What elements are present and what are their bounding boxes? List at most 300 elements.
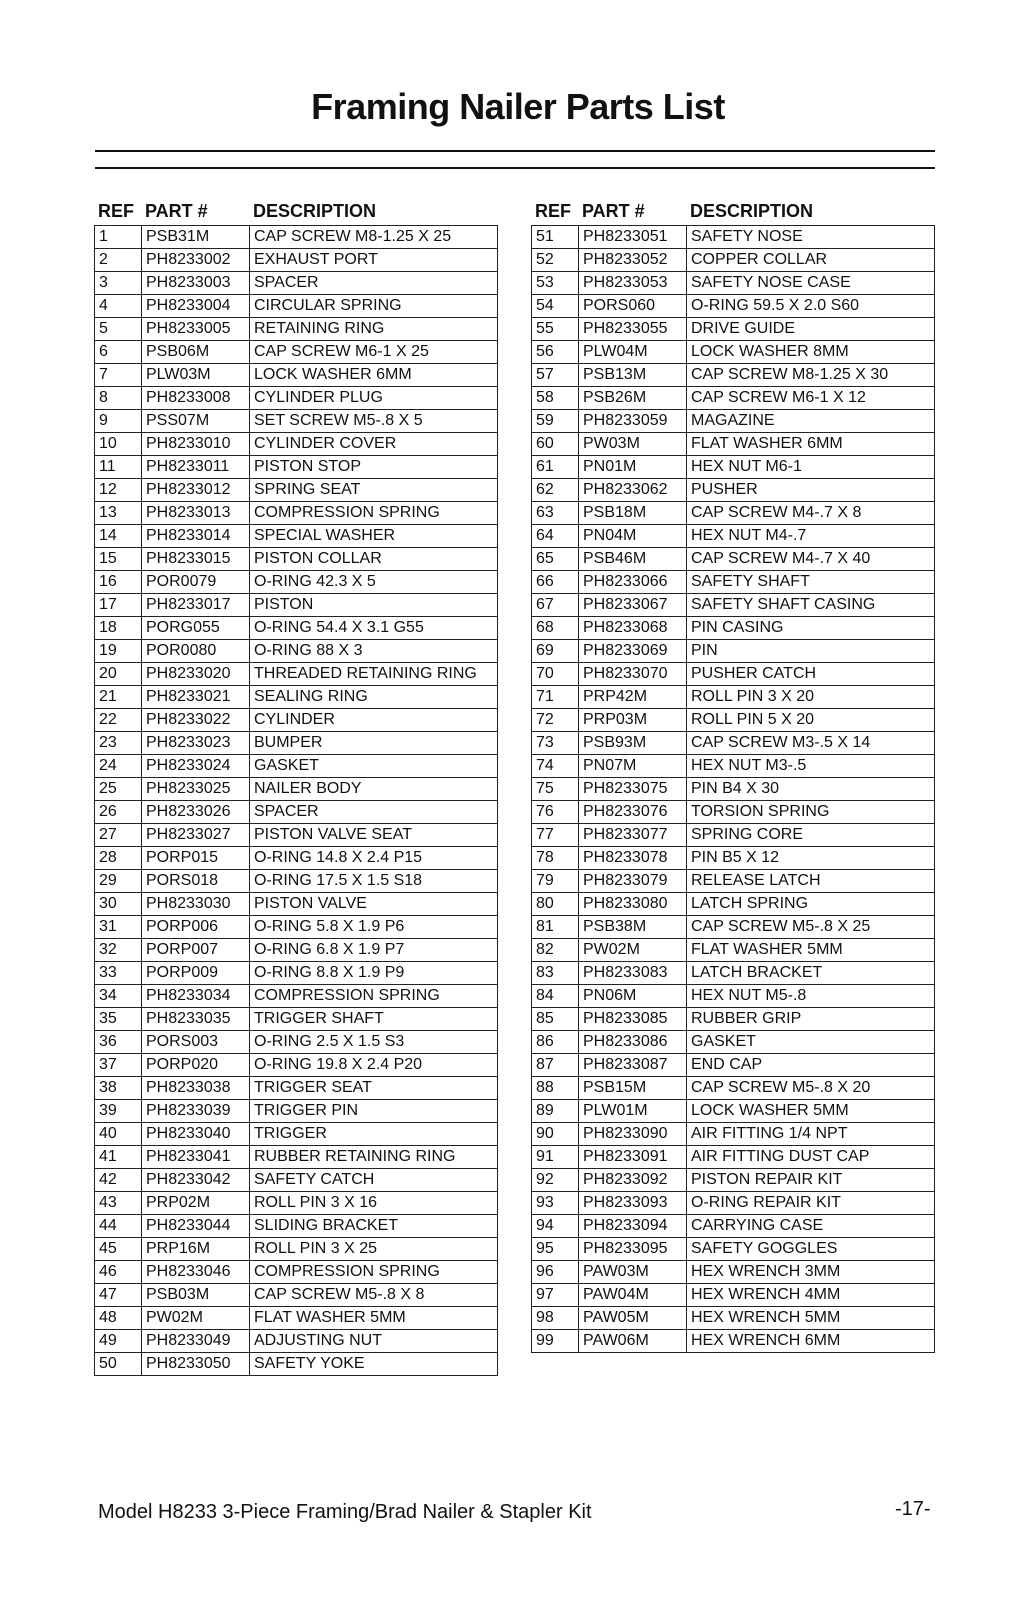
table-row (95, 318, 498, 341)
table-row (532, 364, 935, 387)
parts-column-right (531, 199, 935, 1353)
ref-cell: 99 (532, 1330, 579, 1353)
ref-cell: 11 (95, 456, 142, 479)
part-number-cell: PH8233040 (142, 1123, 250, 1146)
ref-cell: 15 (95, 548, 142, 571)
part-number-cell: PH8233086 (579, 1031, 687, 1054)
ref-cell: 58 (532, 387, 579, 410)
ref-cell: 84 (532, 985, 579, 1008)
ref-cell: 20 (95, 663, 142, 686)
ref-cell: 68 (532, 617, 579, 640)
description-cell: RETAINING RING (250, 318, 498, 341)
table-row (532, 985, 935, 1008)
ref-cell: 35 (95, 1008, 142, 1031)
ref-cell: 93 (532, 1192, 579, 1215)
description-cell: BUMPER (250, 732, 498, 755)
description-cell: PUSHER (687, 479, 935, 502)
ref-cell: 81 (532, 916, 579, 939)
column-header (94, 199, 498, 225)
table-row (95, 1192, 498, 1215)
table-row (532, 801, 935, 824)
description-cell: CAP SCREW M4-.7 X 8 (687, 502, 935, 525)
ref-cell: 6 (95, 341, 142, 364)
ref-cell: 51 (532, 226, 579, 249)
ref-cell: 57 (532, 364, 579, 387)
description-cell: COMPRESSION SPRING (250, 502, 498, 525)
table-row (95, 364, 498, 387)
part-number-cell: PSB06M (142, 341, 250, 364)
table-row (532, 870, 935, 893)
ref-cell: 64 (532, 525, 579, 548)
table-row (532, 387, 935, 410)
ref-cell: 30 (95, 893, 142, 916)
ref-cell: 21 (95, 686, 142, 709)
description-cell: ROLL PIN 5 X 20 (687, 709, 935, 732)
header-part: PART # (145, 201, 208, 221)
description-cell: PIN B5 X 12 (687, 847, 935, 870)
part-number-cell: PSB18M (579, 502, 687, 525)
description-cell: COPPER COLLAR (687, 249, 935, 272)
part-number-cell: PH8233080 (579, 893, 687, 916)
table-row (532, 1261, 935, 1284)
part-number-cell: PH8233014 (142, 525, 250, 548)
column-header (531, 199, 935, 225)
part-number-cell: PH8233083 (579, 962, 687, 985)
table-row (95, 847, 498, 870)
description-cell: HEX NUT M4-.7 (687, 525, 935, 548)
description-cell: SAFETY NOSE CASE (687, 272, 935, 295)
description-cell: HEX WRENCH 5MM (687, 1307, 935, 1330)
parts-table-left (94, 225, 498, 1376)
part-number-cell: PN01M (579, 456, 687, 479)
description-cell: SPECIAL WASHER (250, 525, 498, 548)
description-cell: O-RING 14.8 X 2.4 P15 (250, 847, 498, 870)
description-cell: SAFETY SHAFT (687, 571, 935, 594)
ref-cell: 90 (532, 1123, 579, 1146)
ref-cell: 83 (532, 962, 579, 985)
table-row (532, 1284, 935, 1307)
table-row (95, 801, 498, 824)
table-row (95, 709, 498, 732)
table-row (95, 1123, 498, 1146)
ref-cell: 18 (95, 617, 142, 640)
ref-cell: 92 (532, 1169, 579, 1192)
table-row (532, 686, 935, 709)
ref-cell: 41 (95, 1146, 142, 1169)
ref-cell: 49 (95, 1330, 142, 1353)
part-number-cell: PH8233055 (579, 318, 687, 341)
part-number-cell: PH8233051 (579, 226, 687, 249)
header-ref: REF (98, 201, 134, 221)
part-number-cell: PH8233078 (579, 847, 687, 870)
ref-cell: 53 (532, 272, 579, 295)
part-number-cell: PH8233053 (579, 272, 687, 295)
ref-cell: 3 (95, 272, 142, 295)
description-cell: THREADED RETAINING RING (250, 663, 498, 686)
table-row (95, 1169, 498, 1192)
table-row (532, 1169, 935, 1192)
ref-cell: 66 (532, 571, 579, 594)
description-cell: FLAT WASHER 5MM (687, 939, 935, 962)
part-number-cell: PH8233027 (142, 824, 250, 847)
description-cell: O-RING 59.5 X 2.0 S60 (687, 295, 935, 318)
ref-cell: 98 (532, 1307, 579, 1330)
description-cell: SPRING SEAT (250, 479, 498, 502)
description-cell: RUBBER GRIP (687, 1008, 935, 1031)
table-row (95, 893, 498, 916)
ref-cell: 85 (532, 1008, 579, 1031)
description-cell: HEX NUT M6-1 (687, 456, 935, 479)
ref-cell: 56 (532, 341, 579, 364)
ref-cell: 86 (532, 1031, 579, 1054)
part-number-cell: PORG055 (142, 617, 250, 640)
description-cell: SAFETY GOGGLES (687, 1238, 935, 1261)
table-row (95, 594, 498, 617)
table-row (532, 847, 935, 870)
ref-cell: 43 (95, 1192, 142, 1215)
description-cell: SAFETY NOSE (687, 226, 935, 249)
table-row (532, 1100, 935, 1123)
table-row (95, 295, 498, 318)
part-number-cell: PSB46M (579, 548, 687, 571)
ref-cell: 91 (532, 1146, 579, 1169)
ref-cell: 75 (532, 778, 579, 801)
part-number-cell: PH8233049 (142, 1330, 250, 1353)
description-cell: GASKET (250, 755, 498, 778)
table-row (95, 962, 498, 985)
table-row (95, 433, 498, 456)
description-cell: PIN B4 X 30 (687, 778, 935, 801)
part-number-cell: PN06M (579, 985, 687, 1008)
part-number-cell: PH8233059 (579, 410, 687, 433)
ref-cell: 14 (95, 525, 142, 548)
part-number-cell: PH8233023 (142, 732, 250, 755)
description-cell: CAP SCREW M8-1.25 X 25 (250, 226, 498, 249)
part-number-cell: PH8233091 (579, 1146, 687, 1169)
description-cell: ROLL PIN 3 X 20 (687, 686, 935, 709)
ref-cell: 33 (95, 962, 142, 985)
table-row (95, 686, 498, 709)
part-number-cell: PLW01M (579, 1100, 687, 1123)
part-number-cell: PH8233068 (579, 617, 687, 640)
table-row (532, 1054, 935, 1077)
part-number-cell: PH8233092 (579, 1169, 687, 1192)
ref-cell: 65 (532, 548, 579, 571)
description-cell: TRIGGER (250, 1123, 498, 1146)
part-number-cell: PAW06M (579, 1330, 687, 1353)
part-number-cell: PH8233085 (579, 1008, 687, 1031)
table-row (532, 893, 935, 916)
table-row (532, 502, 935, 525)
description-cell: O-RING 88 X 3 (250, 640, 498, 663)
description-cell: SET SCREW M5-.8 X 5 (250, 410, 498, 433)
part-number-cell: PH8233022 (142, 709, 250, 732)
description-cell: O-RING 6.8 X 1.9 P7 (250, 939, 498, 962)
ref-cell: 82 (532, 939, 579, 962)
table-row (532, 1238, 935, 1261)
part-number-cell: PH8233010 (142, 433, 250, 456)
part-number-cell: PSB38M (579, 916, 687, 939)
description-cell: PISTON REPAIR KIT (687, 1169, 935, 1192)
part-number-cell: PH8233052 (579, 249, 687, 272)
part-number-cell: PH8233003 (142, 272, 250, 295)
ref-cell: 10 (95, 433, 142, 456)
description-cell: MAGAZINE (687, 410, 935, 433)
ref-cell: 28 (95, 847, 142, 870)
page-number: -17- (895, 1498, 931, 1520)
table-row (532, 939, 935, 962)
part-number-cell: PH8233011 (142, 456, 250, 479)
part-number-cell: PH8233090 (579, 1123, 687, 1146)
description-cell: LATCH SPRING (687, 893, 935, 916)
part-number-cell: PH8233012 (142, 479, 250, 502)
ref-cell: 42 (95, 1169, 142, 1192)
table-row (95, 1330, 498, 1353)
part-number-cell: PSB03M (142, 1284, 250, 1307)
part-number-cell: PN07M (579, 755, 687, 778)
description-cell: PISTON VALVE SEAT (250, 824, 498, 847)
description-cell: HEX WRENCH 4MM (687, 1284, 935, 1307)
table-row (532, 962, 935, 985)
table-row (532, 1077, 935, 1100)
description-cell: RUBBER RETAINING RING (250, 1146, 498, 1169)
ref-cell: 45 (95, 1238, 142, 1261)
table-row (95, 1054, 498, 1077)
part-number-cell: PH8233041 (142, 1146, 250, 1169)
description-cell: LOCK WASHER 6MM (250, 364, 498, 387)
part-number-cell: PH8233077 (579, 824, 687, 847)
table-row (95, 939, 498, 962)
part-number-cell: PH8233017 (142, 594, 250, 617)
part-number-cell: PH8233002 (142, 249, 250, 272)
ref-cell: 62 (532, 479, 579, 502)
description-cell: CYLINDER PLUG (250, 387, 498, 410)
ref-cell: 61 (532, 456, 579, 479)
table-row (95, 1353, 498, 1376)
table-row (95, 824, 498, 847)
description-cell: LOCK WASHER 8MM (687, 341, 935, 364)
part-number-cell: PORP020 (142, 1054, 250, 1077)
part-number-cell: PORS018 (142, 870, 250, 893)
part-number-cell: PSB26M (579, 387, 687, 410)
description-cell: SPACER (250, 272, 498, 295)
description-cell: NAILER BODY (250, 778, 498, 801)
description-cell: CAP SCREW M5-.8 X 20 (687, 1077, 935, 1100)
description-cell: PUSHER CATCH (687, 663, 935, 686)
table-row (95, 732, 498, 755)
ref-cell: 1 (95, 226, 142, 249)
description-cell: PISTON (250, 594, 498, 617)
ref-cell: 37 (95, 1054, 142, 1077)
parts-column-left (94, 199, 498, 1376)
part-number-cell: PRP03M (579, 709, 687, 732)
description-cell: CAP SCREW M8-1.25 X 30 (687, 364, 935, 387)
description-cell: O-RING 5.8 X 1.9 P6 (250, 916, 498, 939)
title-rule-bottom (95, 167, 935, 169)
table-row (95, 387, 498, 410)
table-row (95, 755, 498, 778)
table-row (532, 640, 935, 663)
table-row (95, 502, 498, 525)
description-cell: CYLINDER (250, 709, 498, 732)
ref-cell: 34 (95, 985, 142, 1008)
description-cell: PIN CASING (687, 617, 935, 640)
ref-cell: 23 (95, 732, 142, 755)
part-number-cell: POR0079 (142, 571, 250, 594)
table-row (532, 1031, 935, 1054)
part-number-cell: PH8233035 (142, 1008, 250, 1031)
ref-cell: 27 (95, 824, 142, 847)
description-cell: LOCK WASHER 5MM (687, 1100, 935, 1123)
part-number-cell: PLW04M (579, 341, 687, 364)
description-cell: HEX WRENCH 3MM (687, 1261, 935, 1284)
ref-cell: 22 (95, 709, 142, 732)
table-row (532, 272, 935, 295)
ref-cell: 94 (532, 1215, 579, 1238)
part-number-cell: PH8233066 (579, 571, 687, 594)
part-number-cell: PH8233005 (142, 318, 250, 341)
description-cell: ROLL PIN 3 X 16 (250, 1192, 498, 1215)
description-cell: SAFETY YOKE (250, 1353, 498, 1376)
table-row (532, 226, 935, 249)
header-ref: REF (535, 201, 571, 221)
description-cell: O-RING 8.8 X 1.9 P9 (250, 962, 498, 985)
description-cell: GASKET (687, 1031, 935, 1054)
description-cell: O-RING 17.5 X 1.5 S18 (250, 870, 498, 893)
description-cell: AIR FITTING DUST CAP (687, 1146, 935, 1169)
ref-cell: 2 (95, 249, 142, 272)
ref-cell: 71 (532, 686, 579, 709)
part-number-cell: PH8233039 (142, 1100, 250, 1123)
description-cell: ADJUSTING NUT (250, 1330, 498, 1353)
description-cell: SEALING RING (250, 686, 498, 709)
part-number-cell: PORP006 (142, 916, 250, 939)
table-row (95, 548, 498, 571)
ref-cell: 52 (532, 249, 579, 272)
part-number-cell: PH8233004 (142, 295, 250, 318)
description-cell: SPRING CORE (687, 824, 935, 847)
table-row (95, 226, 498, 249)
ref-cell: 78 (532, 847, 579, 870)
description-cell: CAP SCREW M3-.5 X 14 (687, 732, 935, 755)
description-cell: COMPRESSION SPRING (250, 985, 498, 1008)
table-row (532, 295, 935, 318)
table-row (95, 1077, 498, 1100)
part-number-cell: PAW05M (579, 1307, 687, 1330)
description-cell: FLAT WASHER 6MM (687, 433, 935, 456)
table-row (532, 1330, 935, 1353)
description-cell: CAP SCREW M6-1 X 25 (250, 341, 498, 364)
ref-cell: 19 (95, 640, 142, 663)
part-number-cell: PRP42M (579, 686, 687, 709)
table-row (95, 456, 498, 479)
table-row (532, 410, 935, 433)
table-row (532, 617, 935, 640)
ref-cell: 97 (532, 1284, 579, 1307)
ref-cell: 13 (95, 502, 142, 525)
description-cell: TRIGGER PIN (250, 1100, 498, 1123)
description-cell: CAP SCREW M4-.7 X 40 (687, 548, 935, 571)
part-number-cell: PRP16M (142, 1238, 250, 1261)
ref-cell: 59 (532, 410, 579, 433)
description-cell: END CAP (687, 1054, 935, 1077)
ref-cell: 48 (95, 1307, 142, 1330)
part-number-cell: PSB93M (579, 732, 687, 755)
part-number-cell: PH8233062 (579, 479, 687, 502)
table-row (95, 341, 498, 364)
table-row (95, 1284, 498, 1307)
part-number-cell: PH8233069 (579, 640, 687, 663)
description-cell: CAP SCREW M6-1 X 12 (687, 387, 935, 410)
table-row (532, 1215, 935, 1238)
ref-cell: 32 (95, 939, 142, 962)
description-cell: CAP SCREW M5-.8 X 25 (687, 916, 935, 939)
ref-cell: 87 (532, 1054, 579, 1077)
part-number-cell: PH8233008 (142, 387, 250, 410)
table-row (95, 525, 498, 548)
ref-cell: 79 (532, 870, 579, 893)
table-row (95, 1261, 498, 1284)
table-row (95, 1031, 498, 1054)
table-row (532, 663, 935, 686)
part-number-cell: PH8233046 (142, 1261, 250, 1284)
ref-cell: 63 (532, 502, 579, 525)
ref-cell: 26 (95, 801, 142, 824)
table-row (95, 1238, 498, 1261)
title-rule-top (95, 150, 935, 152)
ref-cell: 24 (95, 755, 142, 778)
table-row (95, 1146, 498, 1169)
part-number-cell: PN04M (579, 525, 687, 548)
description-cell: O-RING REPAIR KIT (687, 1192, 935, 1215)
part-number-cell: PSB31M (142, 226, 250, 249)
ref-cell: 36 (95, 1031, 142, 1054)
table-row (532, 1123, 935, 1146)
description-cell: PISTON COLLAR (250, 548, 498, 571)
part-number-cell: PLW03M (142, 364, 250, 387)
ref-cell: 38 (95, 1077, 142, 1100)
page-title: Framing Nailer Parts List (311, 86, 725, 127)
part-number-cell: PORS060 (579, 295, 687, 318)
table-row (532, 571, 935, 594)
part-number-cell: PH8233076 (579, 801, 687, 824)
footer-model: Model H8233 3-Piece Framing/Brad Nailer & Stapler Kit (98, 1501, 592, 1523)
ref-cell: 77 (532, 824, 579, 847)
ref-cell: 76 (532, 801, 579, 824)
table-row (532, 916, 935, 939)
part-number-cell: PW03M (579, 433, 687, 456)
description-cell: AIR FITTING 1/4 NPT (687, 1123, 935, 1146)
ref-cell: 46 (95, 1261, 142, 1284)
part-number-cell: PORP007 (142, 939, 250, 962)
part-number-cell: PH8233030 (142, 893, 250, 916)
table-row (95, 617, 498, 640)
description-cell: SLIDING BRACKET (250, 1215, 498, 1238)
part-number-cell: PH8233070 (579, 663, 687, 686)
table-row (532, 249, 935, 272)
table-row (95, 410, 498, 433)
description-cell: DRIVE GUIDE (687, 318, 935, 341)
description-cell: O-RING 19.8 X 2.4 P20 (250, 1054, 498, 1077)
part-number-cell: PSB15M (579, 1077, 687, 1100)
ref-cell: 25 (95, 778, 142, 801)
table-row (532, 318, 935, 341)
ref-cell: 96 (532, 1261, 579, 1284)
description-cell: SAFETY SHAFT CASING (687, 594, 935, 617)
description-cell: COMPRESSION SPRING (250, 1261, 498, 1284)
ref-cell: 88 (532, 1077, 579, 1100)
part-number-cell: PORS003 (142, 1031, 250, 1054)
